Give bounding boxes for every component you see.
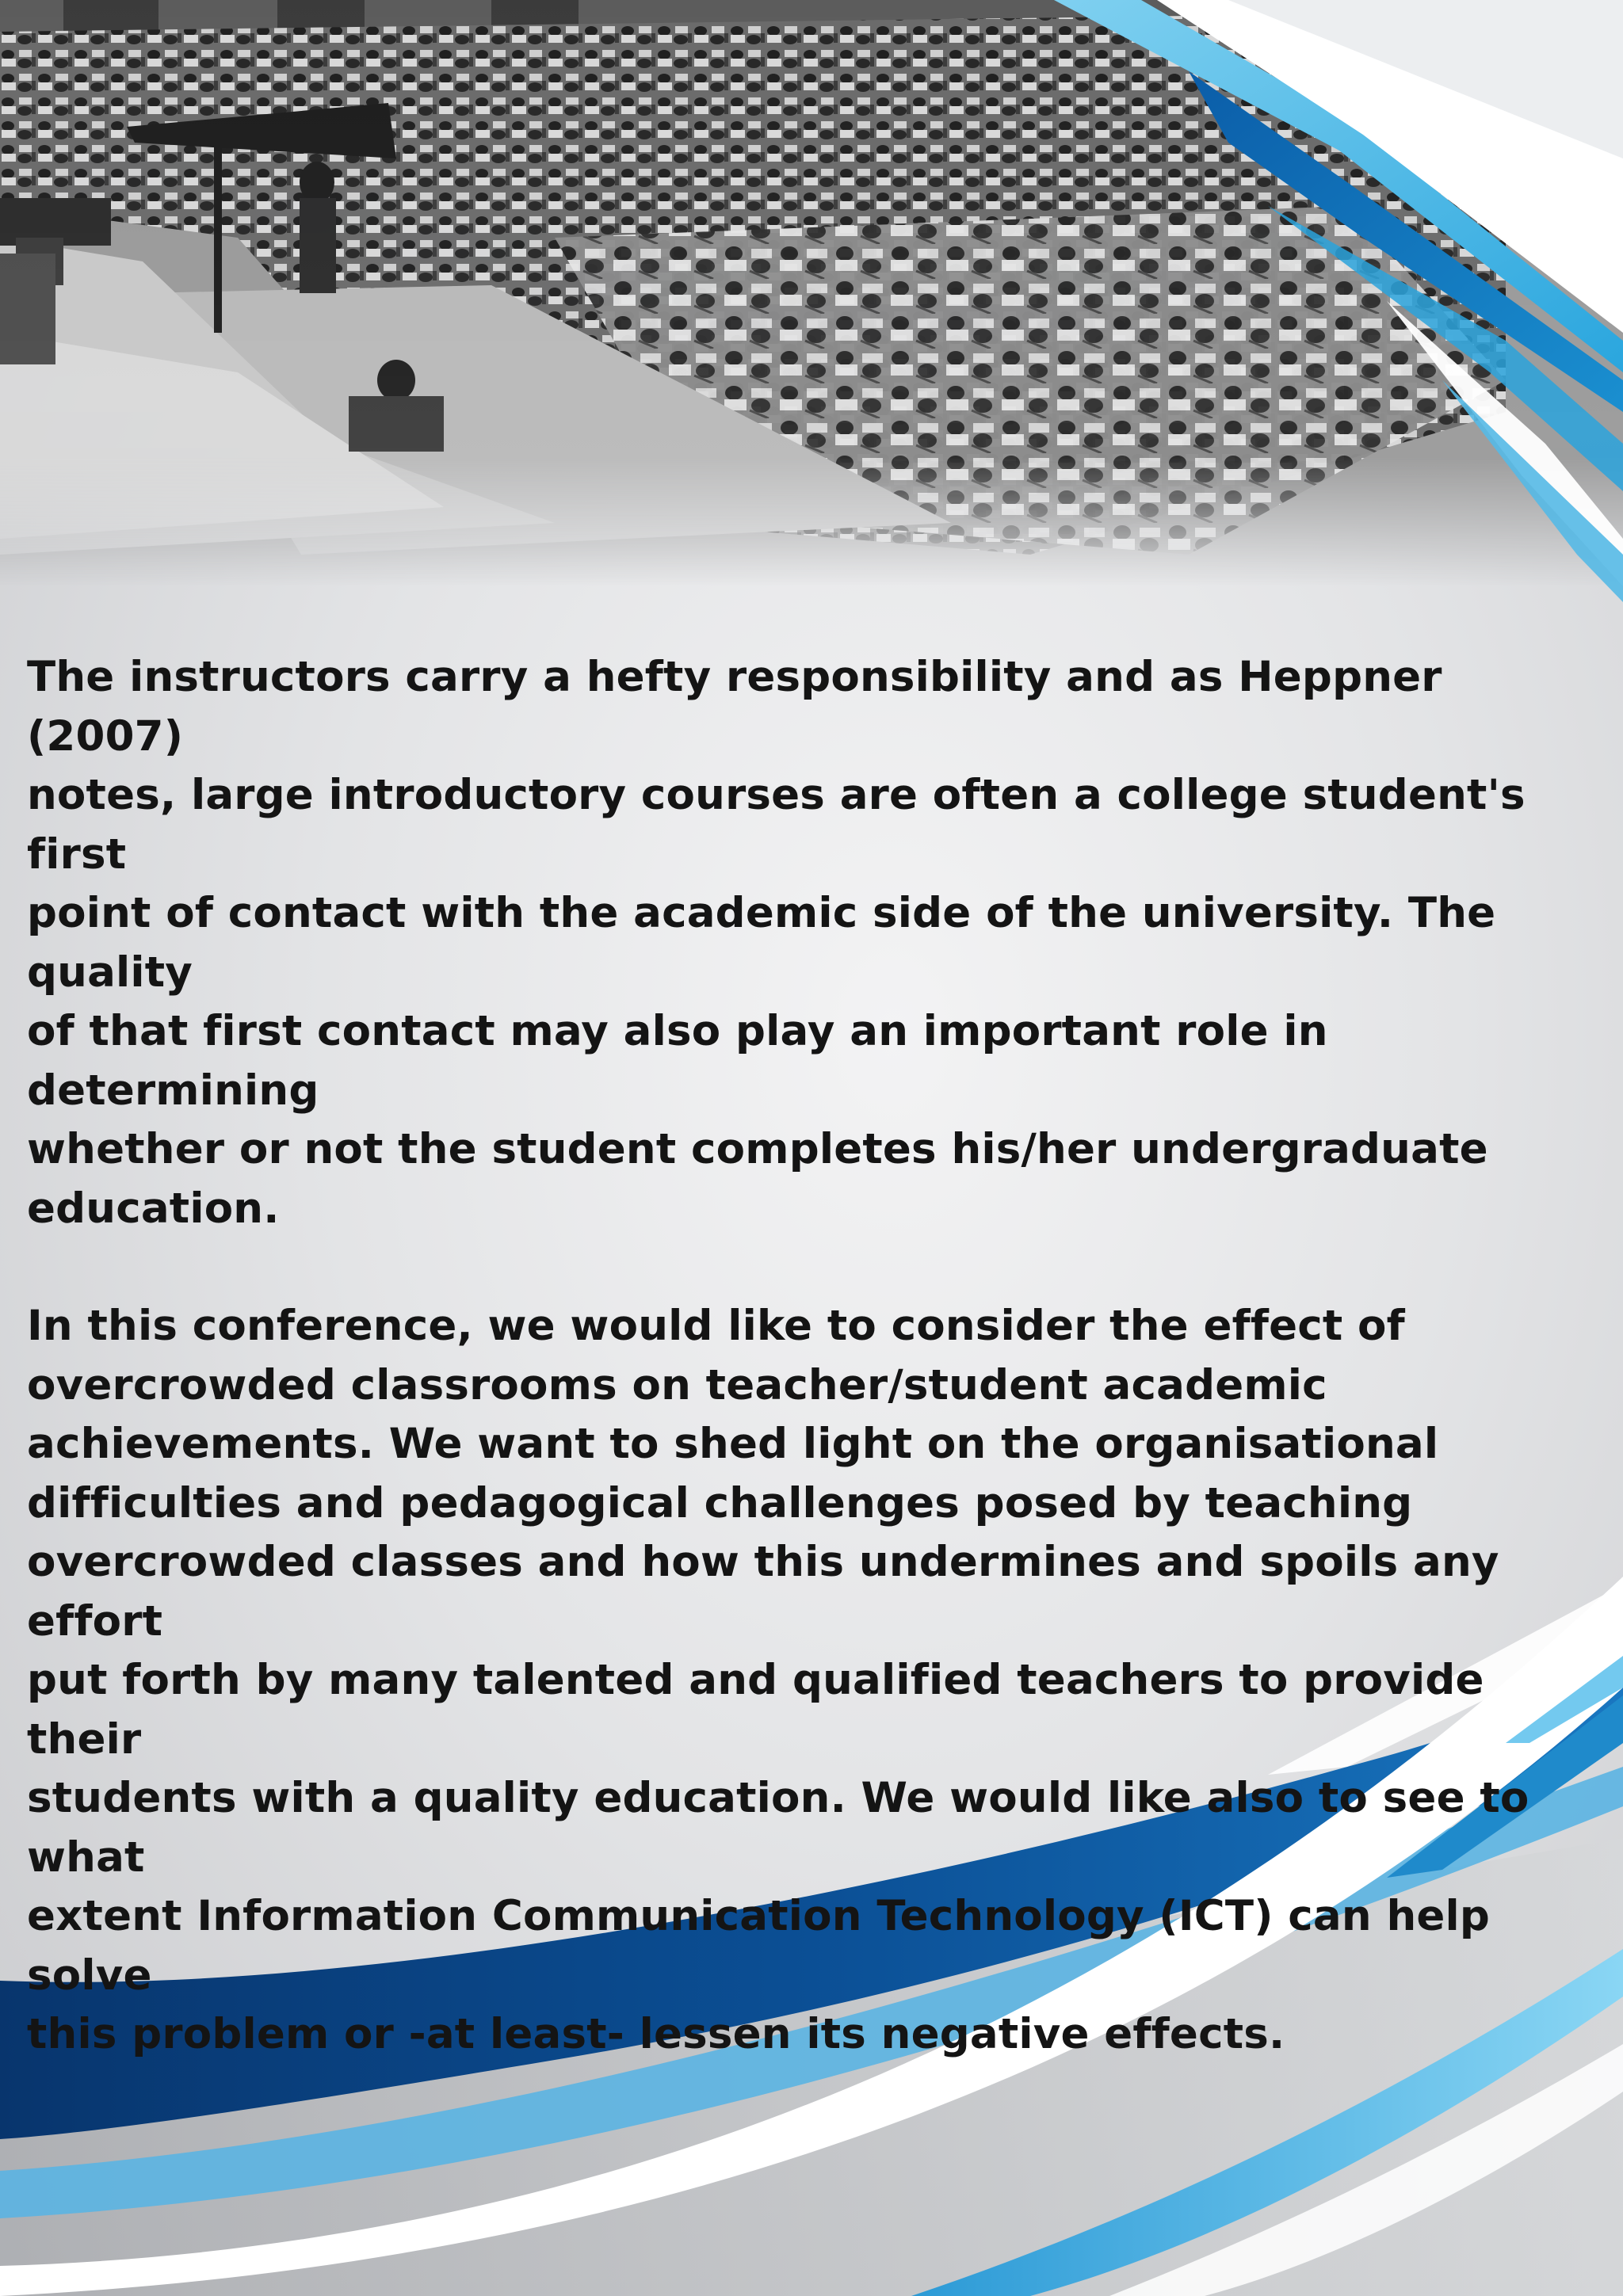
- paragraph-intro: The instructors carry a hefty responsibility and as Heppner (2007) notes, large introductory courses are often a college student's first point of contact with the academic side of the university. The quality of that first contact may also play an important role in determining whether or not the student completes his/her undergraduate education.: [27, 653, 1526, 1233]
- paragraph-conference: In this conference, we would like to consider the effect of overcrowded classrooms on teacher/student academic achievements. We want to shed light on the organisational difficulties and pedagogical challenges posed by teaching overcrowded classes and how this undermines and spoils any effort put forth by many talented and qualified teachers to provide their students with a quality education. We would like also to see to what extent Information Communication Technology (ICT) can help solve this problem or -at least- lessen its negative effects.: [27, 1302, 1529, 2058]
- decorative-swoosh-top: [0, 0, 1623, 602]
- body-text: [27, 648, 1612, 2065]
